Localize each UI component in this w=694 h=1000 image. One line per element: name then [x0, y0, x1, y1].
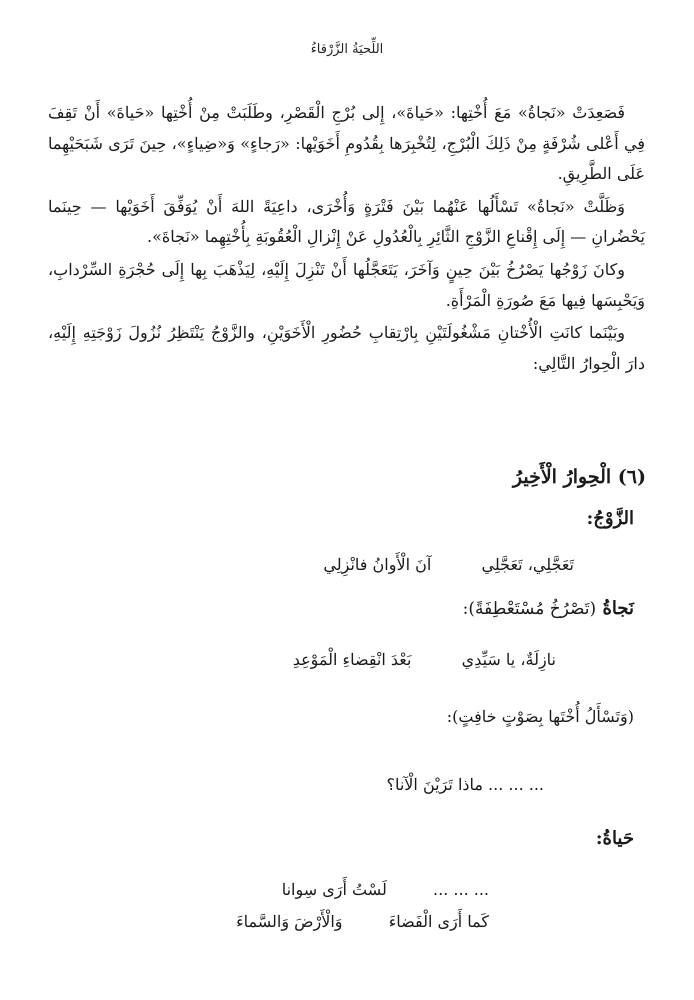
verse-hemistich: لَسْتُ أَرَى سِوانا [281, 880, 387, 899]
verse-hemistich: آنَ الْأَوانُ فانْزِلِي [323, 555, 432, 574]
stage-direction: (تَصْرُخُ مُسْتَعْطِفَةً): [462, 599, 597, 619]
verse-hayat [282, 880, 489, 899]
verse-hemistich: ... ... ... [433, 880, 489, 899]
stage-direction: (وَتَسْأَلُ أُخْتَها بِصَوْتٍ خافِتٍ): [446, 707, 634, 726]
speaker-najat [463, 598, 634, 619]
running-head: اللِّحيَةُ الزَّرْقاءُ [310, 42, 384, 57]
narrative-text [48, 98, 645, 381]
verse-hemistich: كَما أَرَى الْفَضاءَ [388, 912, 489, 931]
speaker-husband: الزَّوْجُ: [586, 508, 634, 529]
verse-hemistich: وَالْأَرْضَ وَالسَّماءَ [236, 912, 343, 931]
paragraph: فَصَعِدَتْ «نَجاةُ» مَعَ أُخْتِها: «حَياةَ»، إِلى بُرْجِ الْقَصْرِ، وطَلَبَتْ مِنْ أُخْتِها «حَياةَ» أَنْ تَقِفَ فِي أَعْلى شُرْفَةٍ مِنْ ذَلِكَ الْبُرْجِ، لِتُخْبِرَها بِقُدُومِ أَخَوَيْها: «رَجاءٍ» وَ«ضِياءٍ»، حِينَ تَرَى شَبَحَيْهِما عَلَى الطَّرِيقِ. [48, 103, 645, 184]
section-title: (٦) الْحِوارُ الْأَخِيرُ [512, 466, 646, 488]
speaker-hayat: حَياةُ: [595, 828, 634, 849]
verse-hemistich: نازِلَةٌ، يا سَيِّدِي [461, 650, 556, 669]
paragraph: وَظَلَّتْ «نَجاةُ» تَسْأَلُها عَنْهُما بَيْنَ فَتْرَةٍ وَأُخْرَى، داعِيَةً اللهَ أَنْ يُوَفِّقَ أَخَوَيْها — حِينَما يَحْضُرانِ — إِلَى إِقْناعِ الزَّوْجِ الثَّائِرِ بِالْعُدُولِ عَنْ إِنْزالِ الْعُقُوبَةِ بِأُخْتِهِما «نَجاةَ». [48, 196, 645, 247]
paragraph: وكانَ زَوْجُها يَصْرُخُ بَيْنَ حِينٍ وَآخَرَ، يَتَعَجَّلُها أَنْ تَنْزِلَ إِلَيْهِ، لِيَذْهَبَ بِها إِلَى حُجْرَةِ السِّرْدابِ، وَيَحْبِسَها فِيها مَعَ صُورَةِ الْمَرْأَةِ. [48, 259, 645, 310]
verse-hemistich: تَعَجَّلِي، تَعَجَّلِي [481, 555, 574, 574]
verse-hemistich: بَعْدَ انْقِضاءِ الْمَوْعِدِ [292, 650, 412, 669]
paragraph: وبَيْنَما كانَتِ الْأُخْتانِ مَشْغُولَتَيْنِ بِارْتِقابِ حُضُورِ الْأَخَوَيْنِ، والزَّوْجُ يَنْتَظِرُ نُزُولَ زَوْجَتِهِ إِلَيْهِ، دارَ الْحِوارُ التَّالِي: [48, 323, 645, 373]
verse-hayat [236, 912, 489, 931]
speaker-label: نَجاةُ [602, 598, 634, 619]
verse-najat [293, 650, 556, 669]
verse-husband [323, 555, 574, 574]
verse-najat-question: ... ... ... ماذا تَرَيْنَ الْآنا؟ [386, 775, 544, 794]
